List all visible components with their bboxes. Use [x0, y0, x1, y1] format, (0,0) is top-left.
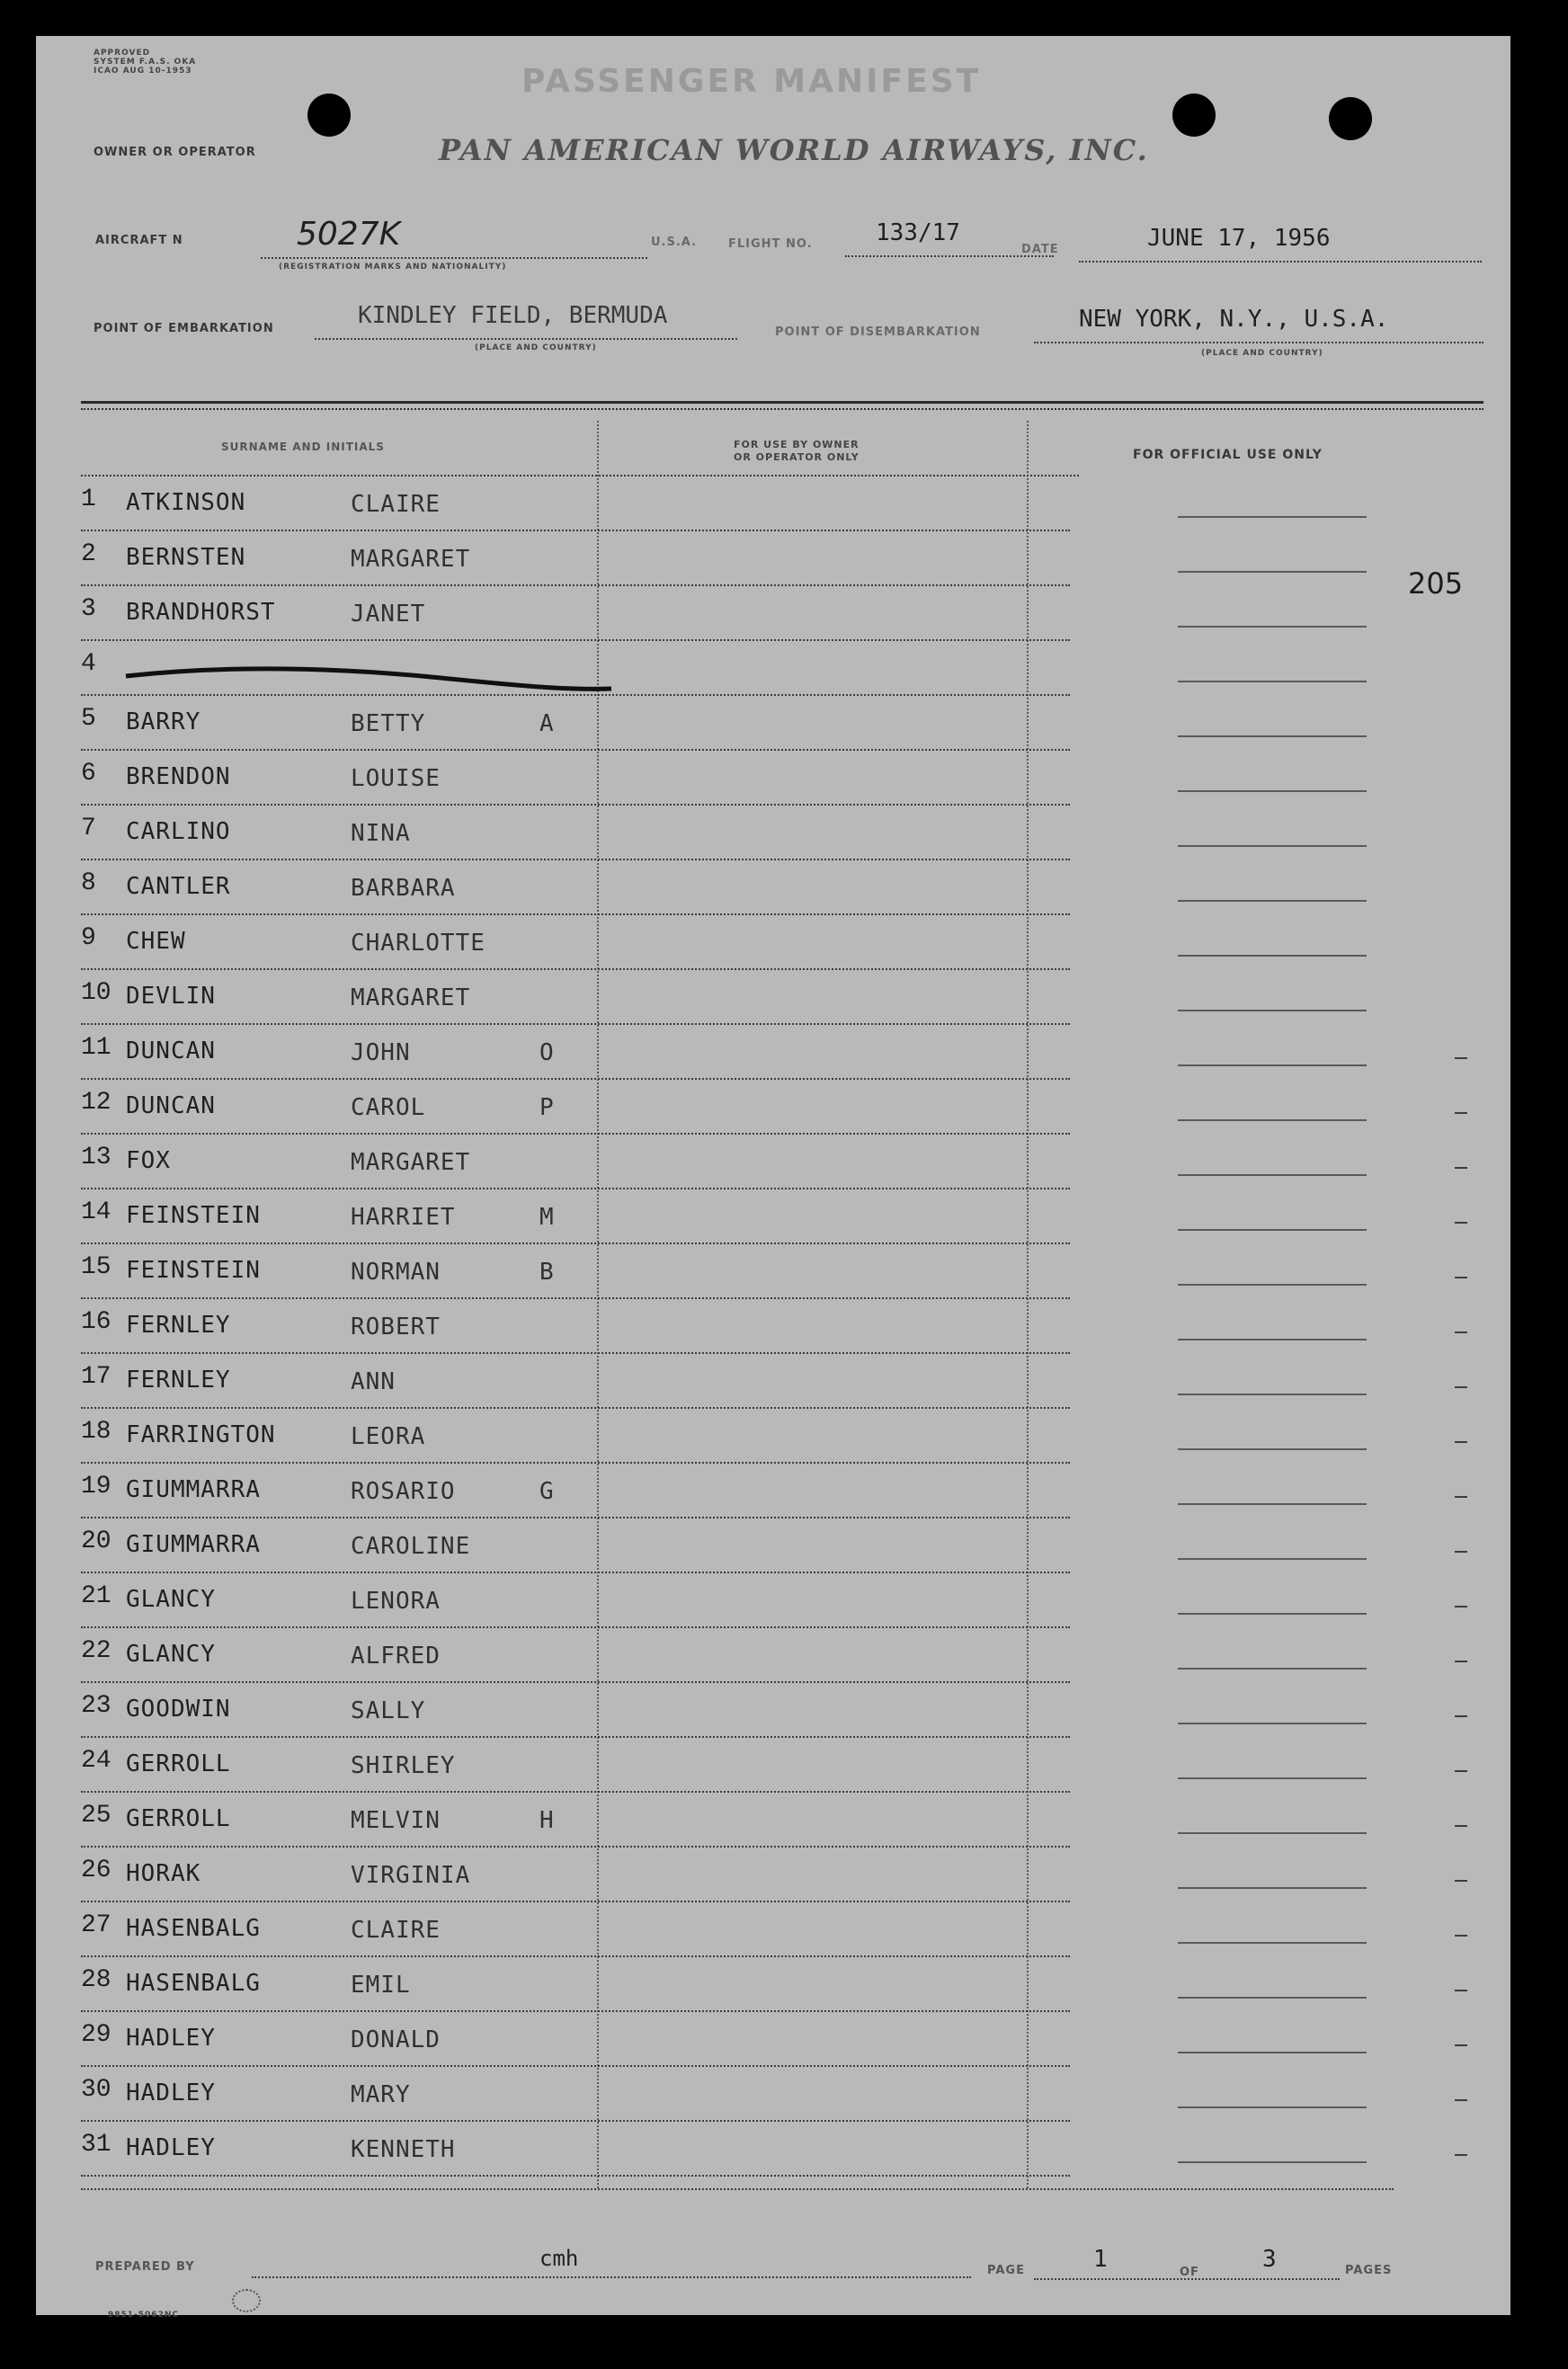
- embarkation-value: KINDLEY FIELD, BERMUDA: [358, 302, 668, 329]
- given-name-cell: NORMAN: [351, 1259, 441, 1286]
- strikethrough-mark: [117, 629, 620, 710]
- surname-cell: GLANCY: [126, 1586, 216, 1613]
- margin-tick: [1455, 1715, 1467, 1717]
- official-use-rule: [1178, 1942, 1367, 1944]
- surname-cell: BRENDON: [126, 763, 231, 790]
- row-number: 2: [81, 540, 96, 568]
- given-name-cell: ROSARIO: [351, 1478, 456, 1505]
- of-value: 3: [1262, 2246, 1277, 2273]
- official-use-rule: [1178, 900, 1367, 902]
- date-value: JUNE 17, 1956: [1147, 225, 1331, 252]
- margin-tick: [1455, 1386, 1467, 1388]
- surname-cell: HASENBALG: [126, 1970, 261, 1997]
- given-name-cell: HARRIET: [351, 1204, 456, 1231]
- margin-page-number: 205: [1408, 566, 1464, 601]
- margin-tick: [1455, 1167, 1467, 1169]
- surname-cell: CARLINO: [126, 818, 231, 845]
- table-row: [36, 1738, 1510, 1793]
- given-name-cell: MARGARET: [351, 1149, 471, 1176]
- given-name-cell: JANET: [351, 601, 426, 628]
- embarkation-sublabel: (PLACE AND COUNTRY): [475, 343, 597, 352]
- footer-rule-top: [81, 2188, 1394, 2190]
- surname-cell: HADLEY: [126, 2134, 216, 2161]
- embarkation-label: POINT OF EMBARKATION: [94, 322, 274, 335]
- table-row: [36, 970, 1510, 1025]
- official-use-rule: [1178, 1777, 1367, 1779]
- owner-label: OWNER OR OPERATOR: [94, 146, 256, 159]
- given-name-cell: LOUISE: [351, 765, 441, 792]
- official-use-rule: [1178, 1448, 1367, 1450]
- flight-label: FLIGHT NO.: [728, 237, 813, 251]
- given-name-cell: CAROL: [351, 1094, 426, 1121]
- embarkation-rule: [315, 338, 737, 340]
- table-row: [36, 860, 1510, 915]
- row-number: 19: [81, 1473, 111, 1501]
- surname-cell: GERROLL: [126, 1750, 231, 1777]
- row-rule: [81, 2175, 1070, 2177]
- row-number: 31: [81, 2131, 111, 2159]
- approval-line-2: SYSTEM F.A.S. OKA: [94, 58, 197, 67]
- margin-tick: [1455, 1331, 1467, 1333]
- official-use-rule: [1178, 681, 1367, 682]
- disembarkation-sublabel: (PLACE AND COUNTRY): [1201, 349, 1323, 358]
- margin-tick: [1455, 1496, 1467, 1498]
- initial-cell: M: [539, 1204, 554, 1231]
- given-name-cell: ROBERT: [351, 1314, 441, 1340]
- surname-cell: FERNLEY: [126, 1367, 231, 1394]
- surname-cell: FEINSTEIN: [126, 1202, 261, 1229]
- page-rule: [1034, 2278, 1340, 2280]
- row-number: 23: [81, 1692, 111, 1720]
- margin-tick: [1455, 1935, 1467, 1937]
- official-use-rule: [1178, 1010, 1367, 1011]
- table-row: [36, 1189, 1510, 1244]
- table-row: [36, 1957, 1510, 2012]
- table-row: [36, 2067, 1510, 2122]
- table-row: [36, 1573, 1510, 1628]
- of-label: OF: [1180, 2266, 1199, 2279]
- table-row: [36, 1683, 1510, 1738]
- surname-cell: HADLEY: [126, 2080, 216, 2106]
- table-row: [36, 1244, 1510, 1299]
- surname-cell: DEVLIN: [126, 983, 216, 1010]
- airline-name: PAN AMERICAN WORLD AIRWAYS, INC.: [439, 133, 1149, 167]
- surname-cell: HADLEY: [126, 2025, 216, 2052]
- given-name-cell: NINA: [351, 820, 411, 847]
- given-name-cell: JOHN: [351, 1039, 411, 1066]
- given-name-cell: KENNETH: [351, 2136, 456, 2163]
- official-use-rule: [1178, 1887, 1367, 1889]
- official-use-rule: [1178, 626, 1367, 628]
- row-number: 18: [81, 1418, 111, 1446]
- surname-cell: FEINSTEIN: [126, 1257, 261, 1284]
- surname-cell: GIUMMARRA: [126, 1531, 261, 1558]
- page-value: 1: [1093, 2246, 1108, 2273]
- table-row: [36, 476, 1510, 531]
- manifest-sheet: [36, 36, 1510, 2320]
- approval-line-3: ICAO AUG 10-1953: [94, 67, 192, 76]
- margin-tick: [1455, 1606, 1467, 1608]
- table-row: [36, 2012, 1510, 2067]
- row-number: 3: [81, 595, 96, 623]
- surname-cell: ATKINSON: [126, 489, 246, 516]
- margin-tick: [1455, 1990, 1467, 1991]
- given-name-cell: VIRGINIA: [351, 1862, 471, 1889]
- row-number: 5: [81, 705, 96, 733]
- given-name-cell: CLAIRE: [351, 491, 441, 518]
- table-row: [36, 1299, 1510, 1354]
- row-number: 24: [81, 1747, 111, 1775]
- column-header-official: FOR OFFICIAL USE ONLY: [1133, 448, 1323, 462]
- given-name-cell: ALFRED: [351, 1643, 441, 1670]
- row-number: 4: [81, 650, 96, 678]
- official-use-rule: [1178, 1668, 1367, 1670]
- row-number: 30: [81, 2076, 111, 2104]
- punch-hole-right: [1329, 97, 1372, 140]
- surname-cell: GERROLL: [126, 1805, 231, 1832]
- punch-hole-left: [307, 94, 351, 137]
- row-number: 25: [81, 1802, 111, 1830]
- official-use-rule: [1178, 1229, 1367, 1231]
- initial-cell: B: [539, 1259, 554, 1286]
- row-number: 17: [81, 1363, 111, 1391]
- margin-tick: [1455, 1661, 1467, 1662]
- margin-tick: [1455, 1057, 1467, 1059]
- approval-line-1: APPROVED: [94, 49, 151, 58]
- surname-cell: CHEW: [126, 928, 186, 955]
- disembarkation-rule: [1034, 342, 1483, 343]
- aircraft-rule: [261, 257, 647, 259]
- row-number: 29: [81, 2021, 111, 2049]
- row-number: 27: [81, 1911, 111, 1939]
- table-row: [36, 1628, 1510, 1683]
- row-number: 22: [81, 1637, 111, 1665]
- row-number: 20: [81, 1527, 111, 1555]
- official-use-rule: [1178, 1558, 1367, 1560]
- official-use-rule: [1178, 1503, 1367, 1505]
- given-name-cell: DONALD: [351, 2026, 441, 2053]
- row-number: 15: [81, 1253, 111, 1281]
- official-use-rule: [1178, 571, 1367, 573]
- table-row: [36, 1793, 1510, 1848]
- given-name-cell: MARGARET: [351, 546, 471, 573]
- official-use-rule: [1178, 1723, 1367, 1724]
- initial-cell: H: [539, 1807, 554, 1834]
- surname-cell: BRANDHORST: [126, 599, 276, 626]
- official-use-rule: [1178, 735, 1367, 737]
- given-name-cell: MARGARET: [351, 984, 471, 1011]
- initial-cell: P: [539, 1094, 554, 1121]
- official-use-rule: [1178, 2052, 1367, 2053]
- table-row: [36, 1080, 1510, 1135]
- official-use-rule: [1178, 2106, 1367, 2108]
- official-use-rule: [1178, 1174, 1367, 1176]
- row-number: 28: [81, 1966, 111, 1994]
- given-name-cell: LEORA: [351, 1423, 426, 1450]
- surname-cell: GLANCY: [126, 1641, 216, 1668]
- column-header-owner-1: FOR USE BY OWNER: [734, 439, 860, 450]
- surname-cell: CANTLER: [126, 873, 231, 900]
- given-name-cell: ANN: [351, 1368, 396, 1395]
- official-use-rule: [1178, 1339, 1367, 1340]
- surname-cell: BERNSTEN: [126, 544, 246, 571]
- disembarkation-label: POINT OF DISEMBARKATION: [775, 325, 981, 339]
- table-row: [36, 1135, 1510, 1189]
- margin-tick: [1455, 1551, 1467, 1553]
- disembarkation-value: NEW YORK, N.Y., U.S.A.: [1079, 306, 1389, 333]
- surname-cell: BARRY: [126, 708, 201, 735]
- row-number: 11: [81, 1034, 111, 1062]
- given-name-cell: CHARLOTTE: [351, 930, 486, 957]
- given-name-cell: SHIRLEY: [351, 1752, 456, 1779]
- official-use-rule: [1178, 790, 1367, 792]
- margin-tick: [1455, 1770, 1467, 1772]
- row-number: 10: [81, 979, 111, 1007]
- margin-tick: [1455, 2099, 1467, 2101]
- official-use-rule: [1178, 1119, 1367, 1121]
- official-use-rule: [1178, 1064, 1367, 1066]
- margin-tick: [1455, 1222, 1467, 1224]
- official-use-rule: [1178, 2161, 1367, 2163]
- table-top-rule: [81, 401, 1483, 404]
- column-header-names: SURNAME AND INITIALS: [221, 441, 385, 453]
- row-number: 26: [81, 1857, 111, 1884]
- margin-tick: [1455, 2154, 1467, 2156]
- surname-cell: HASENBALG: [126, 1915, 261, 1942]
- row-number: 16: [81, 1308, 111, 1336]
- official-use-rule: [1178, 1613, 1367, 1615]
- surname-cell: HORAK: [126, 1860, 201, 1887]
- given-name-cell: BARBARA: [351, 875, 456, 902]
- table-row: [36, 1354, 1510, 1409]
- aircraft-value: 5027K: [297, 216, 401, 253]
- column-header-owner-2: OR OPERATOR ONLY: [734, 451, 860, 463]
- row-number: 12: [81, 1089, 111, 1117]
- table-row: [36, 1902, 1510, 1957]
- aircraft-label: AIRCRAFT N: [95, 234, 183, 247]
- margin-tick: [1455, 1277, 1467, 1278]
- table-row: [36, 531, 1510, 586]
- margin-tick: [1455, 2044, 1467, 2046]
- union-label-seal: [232, 2289, 261, 2312]
- prepared-by-value: cmh: [539, 2246, 579, 2271]
- given-name-cell: SALLY: [351, 1697, 426, 1724]
- official-use-rule: [1178, 1394, 1367, 1395]
- surname-cell: FARRINGTON: [126, 1421, 276, 1448]
- row-number: 21: [81, 1582, 111, 1610]
- initial-cell: O: [539, 1039, 554, 1066]
- surname-cell: FERNLEY: [126, 1312, 231, 1339]
- prepared-by-label: PREPARED BY: [95, 2260, 195, 2274]
- official-use-rule: [1178, 1284, 1367, 1286]
- given-name-cell: LENORA: [351, 1588, 441, 1615]
- table-row: [36, 806, 1510, 860]
- given-name-cell: EMIL: [351, 1972, 411, 1999]
- row-number: 13: [81, 1144, 111, 1171]
- given-name-cell: MELVIN: [351, 1807, 441, 1834]
- official-use-rule: [1178, 845, 1367, 847]
- given-name-cell: BETTY: [351, 710, 426, 737]
- table-row: [36, 1409, 1510, 1464]
- official-use-rule: [1178, 955, 1367, 957]
- surname-cell: DUNCAN: [126, 1038, 216, 1064]
- prepared-rule: [252, 2276, 971, 2278]
- row-number: 6: [81, 760, 96, 788]
- given-name-cell: CLAIRE: [351, 1917, 441, 1944]
- form-number: 9851-5062NC: [108, 2311, 179, 2320]
- table-row: [36, 1025, 1510, 1080]
- aircraft-sublabel: (REGISTRATION MARKS AND NATIONALITY): [279, 263, 507, 272]
- surname-cell: GOODWIN: [126, 1696, 231, 1723]
- official-use-rule: [1178, 516, 1367, 518]
- row-number: 14: [81, 1198, 111, 1226]
- initial-cell: G: [539, 1478, 554, 1505]
- table-row: [36, 751, 1510, 806]
- surname-cell: GIUMMARRA: [126, 1476, 261, 1503]
- row-number: 7: [81, 815, 96, 842]
- row-number: 8: [81, 869, 96, 897]
- date-label: DATE: [1021, 243, 1059, 256]
- date-rule: [1079, 261, 1482, 263]
- page-title: PASSENGER MANIFEST: [521, 63, 982, 100]
- table-top-rule-2: [81, 408, 1483, 410]
- table-row: [36, 1848, 1510, 1902]
- margin-tick: [1455, 1825, 1467, 1827]
- table-row: [36, 1518, 1510, 1573]
- table-row: [36, 1464, 1510, 1518]
- page-label: PAGE: [987, 2264, 1025, 2277]
- table-row: [36, 2122, 1510, 2177]
- approval-stamp: [94, 49, 196, 76]
- pages-label: PAGES: [1345, 2264, 1393, 2277]
- official-use-rule: [1178, 1832, 1367, 1834]
- flight-value: 133/17: [876, 219, 960, 246]
- margin-tick: [1455, 1880, 1467, 1882]
- margin-tick: [1455, 1112, 1467, 1114]
- punch-hole-center: [1172, 94, 1216, 137]
- surname-cell: FOX: [126, 1147, 171, 1174]
- official-use-rule: [1178, 1997, 1367, 1999]
- table-row: [36, 915, 1510, 970]
- row-number: 1: [81, 485, 96, 513]
- row-number: 9: [81, 924, 96, 952]
- given-name-cell: MARY: [351, 2081, 411, 2108]
- margin-tick: [1455, 1441, 1467, 1443]
- initial-cell: A: [539, 710, 554, 737]
- usa-label: U.S.A.: [651, 236, 698, 249]
- given-name-cell: CAROLINE: [351, 1533, 471, 1560]
- surname-cell: DUNCAN: [126, 1092, 216, 1119]
